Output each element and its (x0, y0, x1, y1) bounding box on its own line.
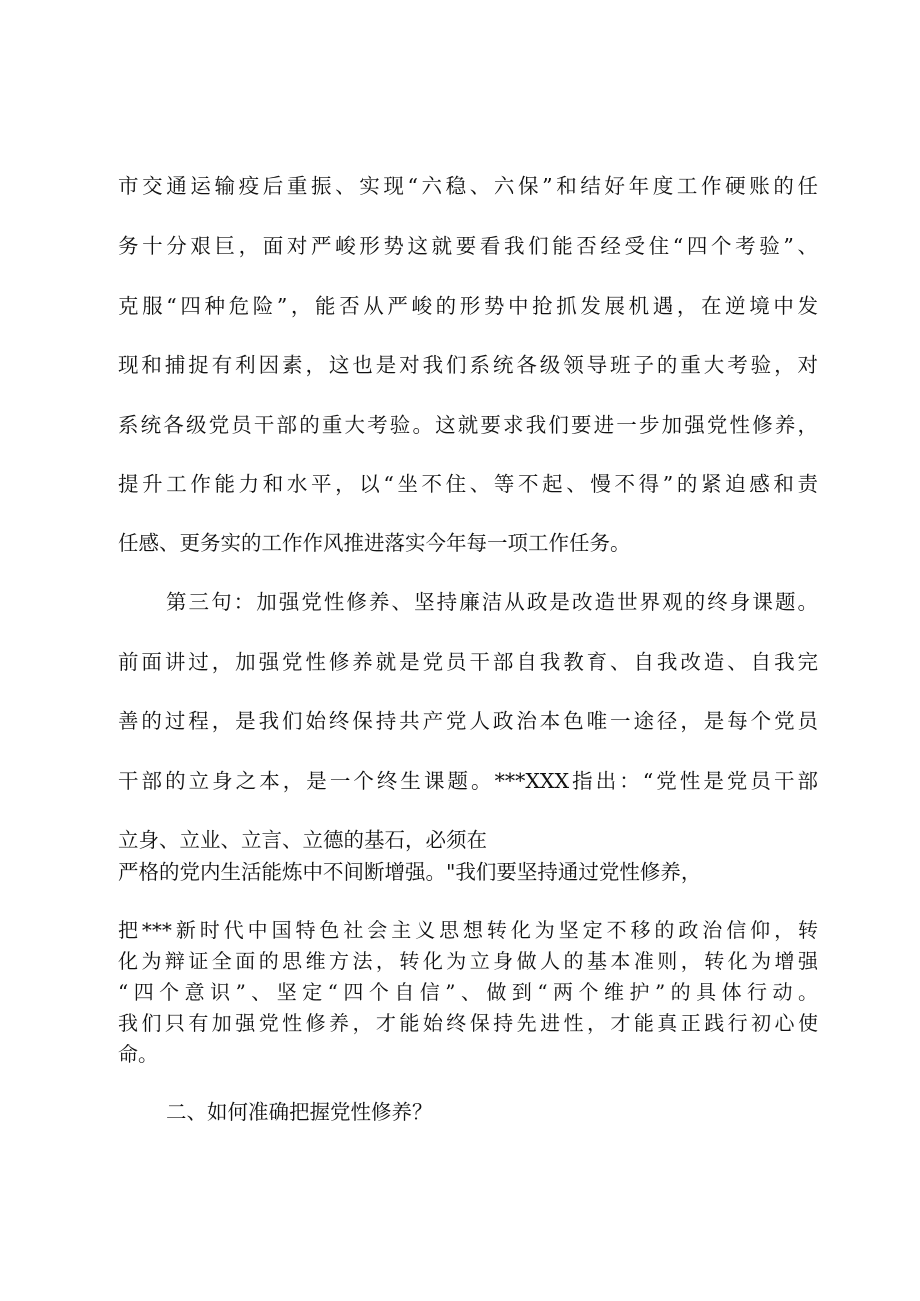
text-line-14: 把***新时代中国特色社会主义思想转化为坚定不移的政治信仰，转 (118, 918, 818, 942)
text-line-16: “四个意识”、坚定“四个自信”、做到“两个维护”的具体行动。 (118, 980, 818, 1004)
text-line-10: 善的过程，是我们始终保持共产党人政治本色唯一途径，是每个党员 (118, 709, 818, 733)
text-line-13: 严格的党内生活能炼中不间断增强。"我们要坚持通过党性修养， (118, 860, 702, 884)
text-line-5: 系统各级党员干部的重大考验。这就要求我们要进一步加强党性修养， (118, 413, 818, 437)
text-line-12: 立身、立业、立言、立德的基石，必须在 (118, 828, 487, 852)
text-line-1: 市交通运输疫后重振、实现“六稳、六保”和结好年度工作硬账的任 (118, 174, 818, 198)
text-line-6: 提升工作能力和水平，以“坐不住、等不起、慢不得”的紧迫感和责 (118, 472, 818, 496)
paragraph-heading-line: 第三句：加强党性修养、坚持廉洁从政是改造世界观的终身课题。 (166, 590, 818, 614)
text-line-7: 任感、更务实的工作作风推进落实今年每一项工作任务。 (118, 531, 631, 555)
text-line-11: 干部的立身之本，是一个终生课题。***XXX指出：“党性是党员干部 (118, 769, 818, 793)
text-line-4: 现和捕捉有利因素，这也是对我们系统各级领导班子的重大考验，对 (118, 353, 818, 377)
text-line-18: 命。 (118, 1042, 158, 1066)
text-line-17: 我们只有加强党性修养，才能始终保持先进性，才能真正践行初心使 (118, 1011, 818, 1035)
text-line-15: 化为辩证全面的思维方法，转化为立身做人的基本准则，转化为增强 (118, 949, 818, 973)
text-line-3: 克服“四种危险”，能否从严峻的形势中抢抓发展机遇，在逆境中发 (118, 294, 818, 318)
section-heading: 二、如何准确把握党性修养？ (166, 1100, 433, 1124)
text-line-9: 前面讲过，加强党性修养就是党员干部自我教育、自我改造、自我完 (118, 650, 818, 674)
text-line-2: 务十分艰巨，面对严峻形势这就要看我们能否经受住“四个考验”、 (118, 234, 818, 258)
